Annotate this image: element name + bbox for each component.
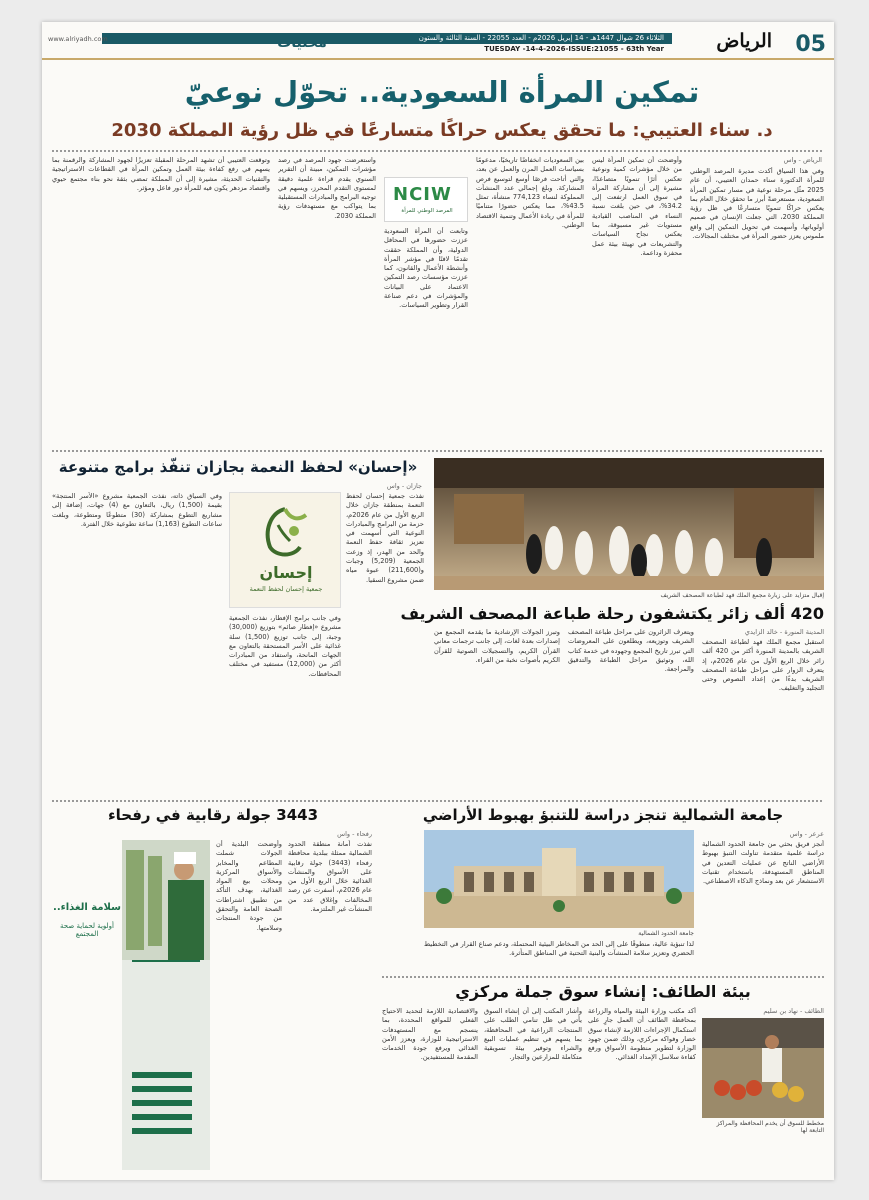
ehsan-mark-icon: [250, 501, 320, 561]
divider: [52, 800, 824, 802]
main-headline: تمكين المرأة السعودية.. تحوّل نوعيّ: [184, 75, 700, 109]
ehsan-byline: جازان - واس: [386, 482, 422, 490]
divider: [52, 150, 824, 152]
mushaf-column-1: استقبل مجمع الملك فهد لطباعة المصحف الشريف بالمدينة المنورة أكثر من 420 ألف زائر خلال الربع الأول من عام 2026م، إذ يتعرف الزوار على مراحل طباعة المصحف الشريف بدءًا من إعداد النصوص وحتى التجليد والتغليف.: [702, 638, 824, 693]
north-column-1: أنجز فريق بحثي من جامعة الحدود الشمالية دراسة علمية متقدمة تناولت التنبؤ بهبوط الأراضي الناتج عن عمليات التعدين في المناطق المستهدفة، باستخدام تقنيات الاستشعار عن بعد ونماذج الذكاء الاصطناعي.: [702, 840, 824, 886]
main-column-3: بين السعوديات انخفاضًا تاريخيًا، مدعومًا بسياسات العمل المرن والعمل عن بعد، والتي أتاحت فرصًا أوسع لتوسيع فرص المشاركة. وبلغ إجمالي عدد المنشآت المملوكة لنساء 774,123 منشأة، تمثل 43.5%، مما يعكس حضورًا متناميًا للمرأة في ريادة الأعمال وتنمية الاقتصاد الوطني.: [476, 156, 584, 230]
ehsan-logo-tagline: جمعية إحسان لحفظ النعمة: [249, 585, 323, 593]
dateline: الثلاثاء 26 شوال 1447هـ - 14 إبريل 2026م - العدد 22055 - السنة الثالثة والستون: [418, 34, 664, 42]
main-column-6: وتوقعت العتيبي أن تشهد المرحلة المقبلة تعزيزًا لجهود المشاركة والرقمنة بما يسهم في رفع كفاءة بيئة العمل وتمكين المرأة في القطاعات الاستراتيجية والتقنيات الحديثة، مشيرة إلى أن المملكة تمضي بثقة نحو بناء مجتمع حيوي واقتصاد مزدهر يكون فيه للمرأة دور فاعل ومؤثر.: [52, 156, 270, 192]
website-url: www.alriyadh.com: [48, 35, 108, 43]
ehsan-logo-name: إحسان: [259, 563, 313, 582]
ehsan-column-1: نفذت جمعية إحسان لحفظ النعمة بمنطقة جازان خلال الربع الأول من عام 2026م، حزمة من البرامج والمبادرات النوعية التي أسهمت في تعزيز ثقافة حفظ النعمة والحد من الهدر، إذ وزعت الجمعية (5,209) وجبات و(211,600) عبوة مياه ضمن مشروع السقيا.: [346, 492, 424, 584]
masthead: [42, 22, 834, 66]
ehsan-headline: «إحسان» لحفظ النعمة بجازان تنفّذ برامج متنوعة: [58, 458, 418, 476]
main-column-1: وفي هذا السياق أكدت مديرة المرصد الوطني للمرأة الدكتورة سناء حمدان العتيبي، أن عام 2025 مثّل مرحلة نوعية في مسار تمكين المرأة السعودية، مستعرضةً أبرز ما تحقق خلال العام بما يعكس حراكًا تنمويًا متسارعًا في ظل رؤية المملكة 2030، التي جعلت الإنسان في صميم أولوياتها، وأسهمت في تحويل التمكين إلى واقع ملموس يعزز حضور المرأة في مختلف المجالات.: [690, 167, 824, 241]
rafha-photo: [122, 840, 210, 1170]
taif-byline: الطائف - نهاد بن سليم: [763, 1007, 824, 1015]
north-byline: عرعر - واس: [789, 830, 824, 838]
taif-photo-caption: مخطط للسوق أن يخدم المحافظة والمراكز التابعة لها: [716, 1120, 824, 1134]
ehsan-column-2: وفي جانب برامج الإفطار، نفذت الجمعية مشروع «إفطار صائم» بتوزيع (30,000) وجبة، إلى جانب توزيع (1,500) سلة غذائية على الأسر المستحقة بالتعاون مع الجهات المانحة، واستفاد من المبادرات أكثر من (12,000) مستفيد في مختلف المحافظات.: [229, 614, 341, 678]
rafha-column-2: وأوضحت البلدية أن الجولات شملت المطاعم والمخابز والأسواق المركزية ومحلات بيع المواد الغذائية، بهدف التأكد من تطبيق اشتراطات الصحة العامة والتحقق من جودة المنتجات وسلامتها.: [216, 840, 282, 932]
divider: [52, 450, 824, 452]
taif-headline: بيئة الطائف: إنشاء سوق جملة مركزي: [455, 982, 751, 1001]
north-photo-image: [424, 830, 694, 928]
main-subheadline: د. سناء العتيبي: ما تحقق يعكس حراكًا متسارعًا في ظل رؤية المملكة 2030: [111, 120, 773, 141]
main-column-2: وأوضحت أن تمكين المرأة ليس من خلال مؤشرات كمية ونوعية تعكس أثرًا تنمويًا متصاعدًا، مشيرة إلى أن مشاركة المرأة في سوق العمل ارتفعت إلى 34.2%، في حين بلغت نسبة النساء في المناصب القيادية مستويات غير مسبوقة، بما يعكس نجاح السياسات والتشريعات في تهيئة بيئة عمل محفزة وداعمة.: [592, 156, 682, 257]
newspaper-logo: الرياض: [716, 30, 772, 52]
ehsan-logo: [229, 492, 341, 608]
mushaf-photo-image: [434, 458, 824, 590]
rafha-caption-sub: أولوية لحماية صحة المجتمع: [60, 922, 114, 938]
rafha-caption-title: سلامة الغذاء..: [53, 902, 121, 913]
taif-column-3: والاقتصادية اللازمة لتحديد الاحتياج الفعلي للمواقع المحددة، بما ينسجم مع المستهدفات الاستراتيجية للوزارة، ويعزز الأمن الغذائي ويرفع جودة الخدمات المقدمة للمستفيدين.: [382, 1007, 478, 1062]
taif-column-2: وأشار المكتب إلى أن إنشاء السوق يأتي في ظل تنامي الطلب على المنتجات الزراعية في المحافظة، بما يسهم في تنظيم عمليات البيع والشراء وتوفير بيئة تسويقية متكاملة للمزارعين والتجار.: [484, 1007, 582, 1062]
rafha-byline: رفحاء - واس: [337, 830, 372, 838]
mushaf-photo-caption: إقبال متزايد على زيارة مجمع الملك فهد لطباعة المصحف الشريف: [660, 592, 824, 599]
ehsan-column-3: وفي السياق ذاته، نفذت الجمعية مشروع «الأسر المنتجة» بقيمة (1,500) ريال، بالتعاون مع (4) جهات، إضافة إلى مشاريع التطوع بمشاركة (30) متطوعًا ومتطوعة، وبلغت ساعات التطوع (1,163) ساعة تطوعية خلال الفترة.: [52, 492, 222, 528]
mushaf-column-2: ويتعرف الزائرون على مراحل طباعة المصحف الشريف وتوزيعه، ويطلعون على المعروضات التي تبرز تاريخ المجمع وجهوده في خدمة كتاب الله، وتوثيق مراحل الطباعة والتدقيق والمراجعة.: [568, 628, 694, 674]
mushaf-column-3: وتبرز الجولات الإرشادية ما يقدمه المجمع من إصدارات بعدة لغات، إلى جانب ترجمات معاني القرآن الكريم، والتسجيلات الصوتية للقرآن الكريم بأصوات نخبة من القراء.: [434, 628, 560, 664]
page-number: 05: [795, 32, 826, 57]
north-column-2: لذا تنبؤية عالية، منطوقًا على إلى الحد من المخاطر البيئية المحتملة، ودعم صناع القرار في التخطيط الحضري وتعزيز سلامة المنشآت والبنية التحتية في المناطق المتأثرة.: [424, 940, 694, 958]
mushaf-headline: 420 ألف زائر يكتشفون رحلة طباعة المصحف الشريف: [400, 604, 824, 623]
masthead-rule: [42, 58, 834, 60]
taif-photo: [702, 1018, 824, 1118]
taif-photo-image: [702, 1018, 824, 1118]
section-name: محليات: [277, 35, 327, 51]
main-column-5: واستعرضت جهود المرصد في رصد مؤشرات التمكين، مبينة أن التقرير السنوي يقدم قراءة علمية دقيقة لمستوى التقدم المحرز، ويسهم في توجيه البرامج والمبادرات المستقبلية بما يتواكب مع مستهدفات رؤية المملكة 2030.: [278, 156, 376, 220]
nciw-logo-name: المرصد الوطني للمرأة: [401, 208, 453, 214]
main-column-4: وتابعت أن المرأة السعودية عززت حضورها في المحافل الدولية، وأن المملكة حققت تقدمًا لافتًا في مؤشر المرأة وأنشطة الأعمال والقانون، كما عززت مؤسسات رصد التمكين الاعتماد على البيانات والمؤشرات في دعم صناعة القرار وتطوير السياسات.: [384, 227, 468, 310]
main-byline: الرياض - واس: [783, 156, 822, 164]
north-headline: جامعة الشمالية تنجز دراسة للتنبؤ بهبوط الأراضي: [422, 806, 784, 824]
rafha-photo-image: [122, 840, 210, 1170]
nciw-logo: [384, 177, 468, 222]
divider: [382, 976, 824, 978]
nciw-logo-text: NCIW: [393, 184, 452, 205]
newspaper-page: [42, 22, 834, 1180]
rafha-column-1: نفذت أمانة منطقة الحدود الشمالية ممثلة ببلدية محافظة رفحاء (3443) جولة رقابية على الأسواق والمنشآت الغذائية خلال الربع الأول من عام 2026م، أسفرت عن رصد المخالفات وإغلاق عدد من المنشآت غير الملتزمة.: [288, 840, 372, 914]
issue-line: TUESDAY -14-4-2026-ISSUE:21055 - 63th Year: [484, 45, 664, 53]
mushaf-byline: المدينة المنورة - خالد الزايدي: [744, 628, 824, 636]
rafha-headline: 3443 جولة رقابية في رفحاء: [107, 806, 319, 824]
north-photo-caption: جامعة الحدود الشمالية: [638, 930, 694, 937]
mushaf-photo: [434, 458, 824, 590]
taif-column-1: أكد مكتب وزارة البيئة والمياه والزراعة بمحافظة الطائف أن العمل جارٍ على استكمال الإجراءات اللازمة لإنشاء سوق خضار وفواكه مركزي، وذلك ضمن جهود الوزارة لتطوير منظومة الأسواق ورفع كفاءة سلاسل الإمداد الغذائي.: [588, 1007, 696, 1062]
north-photo: [424, 830, 694, 928]
